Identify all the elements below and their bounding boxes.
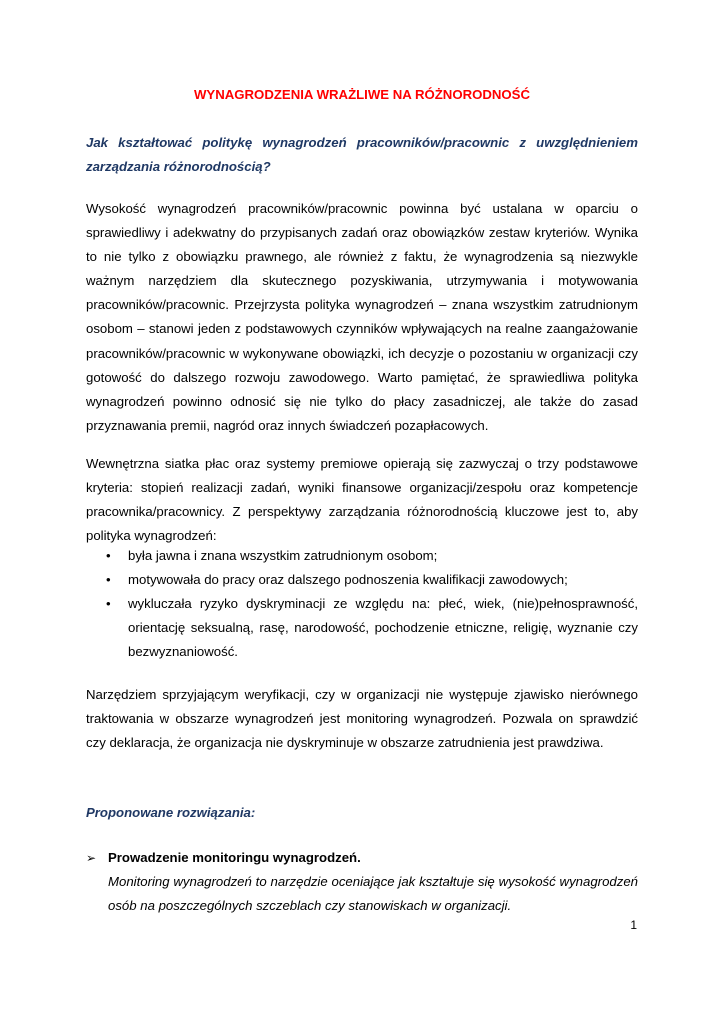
solution-heading: Prowadzenie monitoringu wynagrodzeń.: [108, 850, 361, 865]
list-item-text: była jawna i znana wszystkim zatrudnionym osobom;: [128, 548, 438, 563]
list-item-text: motywowała do pracy oraz dalszego podnoszenia kwalifikacji zawodowych;: [128, 572, 568, 588]
document-subtitle: Jak kształtować politykę wynagrodzeń pracowników/pracownic z uwzględnieniem zarządzania różnorodnością?: [86, 135, 638, 174]
paragraph-pay-grid: Wewnętrzna siatka płac oraz systemy premiowe opierają się zazwyczaj o trzy podstawowe kryteria: stopień realizacji zadań, wyniki finansowe organizacji/zespołu oraz kompetencje pracownika/pracownicy. Z perspektywy zarządzania różnorodnością kluczowe jest to, aby polityka wynagrodzeń:: [86, 456, 638, 544]
list-item-text: wykluczała ryzyko dyskryminacji ze względu na: płeć, wiek, (nie)pełnosprawność, orientację seksualną, rasę, narodowość, pochodzenie etniczne, religię, wyznanie czy bezwyznaniowość.: [128, 596, 638, 660]
bullet-icon: •: [106, 548, 111, 563]
bullet-icon: •: [106, 572, 111, 588]
arrow-bullet-icon: ➢: [86, 851, 97, 865]
solution-item: [86, 846, 638, 918]
list-item: [86, 544, 638, 568]
solution-description: Monitoring wynagrodzeń to narzędzie oceniające jak kształtuje się wysokość wynagrodzeń osób na poszczególnych szczeblach czy stanowiskach w organizacji.: [108, 874, 638, 914]
paragraph-salary-criteria: Wysokość wynagrodzeń pracowników/pracownic powinna być ustalana w oparciu o sprawiedliwy i adekwatny do przypisanych zadań oraz obowiązków zestaw kryteriów. Wynika to nie tylko z obowiązku prawnego, ale również z faktu, że wynagrodzenia są niezwykle ważnym narzędziem dla skutecznego pozyskiwania, utrzymywania i motywowania pracowników/pracownic. Przejrzysta polityka wynagrodzeń – znana wszystkim zatrudnionym osobom – stanowi jeden z podstawowych czynników wpływających na realne zaangażowanie pracowników/pracownic w wykonywane obowiązki, ich decyzje o pozostaniu w organizacji czy gotowość do dalszego rozwoju zawodowego. Warto pamiętać, że sprawiedliwa polityka wynagrodzeń powinno odnosić się nie tylko do płacy zasadniczej, ale także do zasad przyznawania premii, nagród oraz innych świadczeń pozapłacowych.: [86, 201, 638, 433]
list-item: [86, 592, 638, 664]
paragraph-monitoring: Narzędziem sprzyjającym weryfikacji, czy w organizacji nie występuje zjawisko nierównego traktowania w obszarze wynagrodzeń jest monitoring wynagrodzeń. Pozwala on sprawdzić czy deklaracja, że organizacja nie dyskryminuje w obszarze zatrudnienia jest prawdziwa.: [86, 687, 638, 751]
policy-requirements-list: [86, 544, 638, 664]
bullet-icon: •: [106, 596, 111, 612]
document-title: WYNAGRODZENIA WRAŻLIWE NA RÓŻNORODNOŚĆ: [193, 87, 530, 102]
section-heading-solutions: Proponowane rozwiązania:: [86, 805, 256, 820]
list-item: [86, 568, 638, 592]
page-number: 1: [630, 918, 637, 932]
